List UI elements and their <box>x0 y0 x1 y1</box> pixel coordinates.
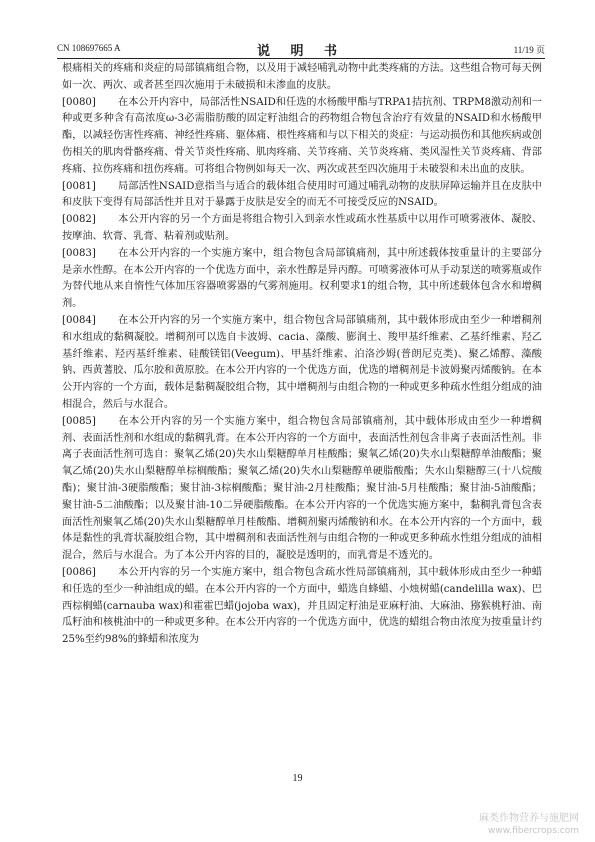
paragraph-text: 在本公开内容的另一个实施方案中，组合物包含局部镇痛剂，其中载体形成由至少一种增稠剂和水组成的黏稠凝胶。增稠剂可以选自卡波姆、cacia、藻酸、膨润土、羧甲基纤维素、乙基纤维素、羟乙基纤维素、羟丙基纤维素、硅酸镁铝(Veegum)、甲基纤维素、泊洛沙姆(普朗尼克类)、聚乙烯醇、藻酸钠、西黄蓍胶、瓜尔胶和黄原胶。在本公开内容的一个优选方面，优选的增稠剂是卡波姆聚丙烯酸钠。在本公开内容的一个方面，载体是黏稠凝胶组合物，其中增稠剂与由组合物的一种或更多种疏水性组分组成的油相混合，然后与水混合。 <box>62 314 542 410</box>
document-title: 说 明 书 <box>256 44 346 59</box>
paragraph-number: [0085] <box>62 415 96 427</box>
paragraph-number: [0082] <box>62 214 96 226</box>
paragraph <box>62 313 542 414</box>
paragraph-text: 本公开内容的另一个实施方案中，组合物包含疏水性局部镇痛剂，其中载体形成由至少一种蜡和任选的至少一种油组成的蜡。在本公开内容的一个方面中，蜡选自蜂蜡、小烛树蜡(candelilla wax)、巴西棕榈蜡(carnauba wax)和霍霍巴蜡(jojoba wax)，并且固定籽油是亚麻籽油、大麻油、猕猴桃籽油、南瓜籽油和核桃油中的一种或更多种。在本公开内容的一个优选方面中，优选的蜡组合物由浓度为按重量计约25%至约98%的蜂蜡和浓度为 <box>62 566 542 646</box>
paragraph <box>62 61 542 95</box>
document-number: CN 108697665 A <box>57 43 121 53</box>
paragraph-text: 在本公开内容的另一个实施方案中，组合物包含局部镇痛剂，其中载体形成由至少一种增稠剂、表面活性剂和水组成的黏稠乳膏。在本公开内容的一个方面中，表面活性剂包含非离子表面活性剂。非离子表面活性剂可选自：聚氧乙烯(20)失水山梨糖醇单月桂酸酯；聚氧乙烯(20)失水山梨糖醇单油酸酯；聚氧乙烯(20)失水山梨糖醇单棕榈酸酯；聚氧乙烯(20)失水山梨糖醇单硬脂酸酯；失水山梨糖醇三(十八烷酸酯)；聚甘油-3硬脂酸酯；聚甘油-3棕榈酸酯；聚甘油-2月桂酸酯；聚甘油-5月桂酸酯；聚甘油-5油酸酯；聚甘油-5二油酸酯；以及聚甘油-10二异硬脂酸酯。在本公开内容的一个优选实施方案中，黏稠乳膏包含表面活性剂聚氧乙烯(20)失水山梨糖醇单月桂酸酯、增稠剂聚丙烯酸钠和水。在本公开内容的一个方面中，载体是黏性的乳膏状凝胶组合物，其中增稠剂和表面活性剂与由组合物的一种或更多种疏水性组分组成的油相混合，然后与水混合。为了本公开内容的目的，凝胶是透明的，而乳膏是不透光的。 <box>62 415 542 562</box>
paragraph-text: 在本公开内容的一个实施方案中，组合物包含局部镇痛剂，其中所述载体按重量计的主要部分是亲水性醇。在本公开内容的一个优选方面中，亲水性醇是异丙醇。可喷雾液体可从手动泵送的喷雾瓶或作为替代地从来自惰性气体加压容器喷雾器的气雾剂施用。权利要求1的组合物，其中所述载体包含水和增稠剂。 <box>62 247 542 310</box>
paragraph <box>62 565 542 649</box>
paragraph <box>62 414 542 565</box>
paragraph-text: 在本公开内容中，局部活性NSAID和任选的水杨酸甲酯与TRPA1拮抗剂、TRPM8激动剂和一种或更多种含有高浓度ω-3必需脂肪酸的固定籽油组合的药物组合物包含治疗有效量的NSAID和水杨酸甲酯，以减轻伤害性疼痛、神经性疼痛、躯体痛、根性疼痛和与以下相关的炎症：与运动损伤和其他疾病或创伤相关的肌肉骨骼疼痛、骨关节炎性疼痛、肌肉疼痛、关节疼痛、关节炎疼痛、类风湿性关节炎疼痛、背部疼痛、拉伤疼痛和扭伤疼痛。可将组合物例如每天一次、两次或甚至四次施用于未破裂和未出血的皮肤。 <box>62 96 542 175</box>
watermark <box>479 812 579 838</box>
header-rule <box>57 58 545 59</box>
paragraph-number: [0081] <box>62 180 96 192</box>
paragraph-number: [0084] <box>62 314 96 326</box>
watermark-site-name: 麻类作物营养与施肥网 <box>479 813 579 824</box>
paragraph-text: 本公开内容的另一个方面是将组合物引入到亲水性或疏水性基质中以用作可喷雾液体、凝胶、按摩油、软膏、乳膏、粘着剂或贴剂。 <box>62 214 542 242</box>
page-indicator: 11/19 页 <box>513 45 545 55</box>
page-header <box>57 40 545 59</box>
paragraph-text: 根痛相关的疼痛和炎症的局部镇痛组合物，以及用于减轻哺乳动物中此类疼痛的方法。这些组合物可每天例如一次、两次、或者甚至四次施用于未破损和未渗血的皮肤。 <box>62 63 542 91</box>
paragraph-text: 局部活性NSAID意指当与适合的载体组合使用时可通过哺乳动物的皮肤屏障运输并且在皮肤中和皮肤下变得有局部活性并且对于暴露于皮肤是安全的而无不可接受反应的NSAID。 <box>62 180 542 209</box>
paragraph-number: [0086] <box>62 566 96 578</box>
document-body <box>62 61 542 649</box>
paragraph <box>62 246 542 313</box>
paragraph <box>62 179 542 213</box>
paragraph <box>62 95 542 179</box>
paragraph <box>62 212 542 246</box>
paragraph-number: [0083] <box>62 247 96 259</box>
watermark-url: www.fibercrops.com <box>488 826 579 836</box>
paragraph-number: [0080] <box>62 96 96 108</box>
page-number: 19 <box>292 773 303 784</box>
